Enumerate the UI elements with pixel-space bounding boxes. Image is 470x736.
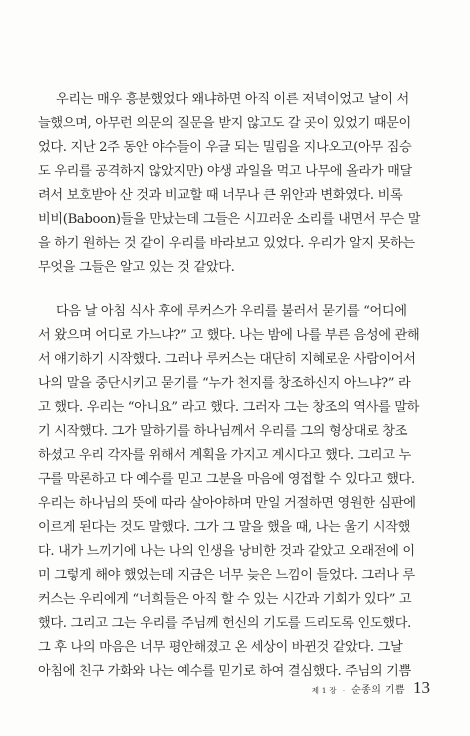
paragraph-line: 다. 내가 느끼기에 나는 나의 인생을 낭비한 것과 같았고 오래전에 이 — [38, 544, 415, 559]
running-footer — [312, 678, 430, 698]
paragraph-2 — [38, 300, 434, 684]
footer-separator: · — [342, 686, 346, 695]
paragraph-line: 우리는 매우 흥분했었다 왜냐하면 아직 이른 저녁이었고 날이 서 — [56, 92, 409, 107]
paragraph-line: 했다. 그리고 그는 우리를 주님께 헌신의 기도를 드리도록 인도했다. — [38, 616, 411, 631]
paragraph-line: 커스는 우리에게 “너희들은 아직 할 수 있는 시간과 기회가 있다” 고 — [38, 592, 412, 607]
paragraph-line: 구를 막론하고 다 예수를 믿고 그분을 마음에 영접할 수 있다고 했다. — [38, 472, 415, 487]
paragraph-line: 하셨고 우리 각자를 위해서 계획을 가지고 계시다고 했다. 그리고 누 — [38, 448, 411, 463]
paragraph-line: 고 했다. 우리는 “아니요” 라고 했다. 그러자 그는 창조의 역사를 말하 — [38, 400, 420, 415]
paragraph-line: 무엇을 그들은 알고 있는 것 같았다. — [38, 260, 235, 275]
paragraph-line: 그 후 나의 마음은 너무 평안해졌고 온 세상이 바뀐것 같았다. 그날 — [38, 640, 403, 655]
paragraph-line: 이르게 된다는 것도 말했다. 그가 그 말을 했을 때, 나는 울기 시작했 — [38, 520, 411, 535]
chapter-title: 순종의 기쁨 — [351, 685, 405, 696]
paragraph-line: 다음 날 아침 식사 후에 루커스가 우리를 불러서 묻기를 “어디에 — [56, 304, 407, 319]
paragraph-line: 우리는 하나님의 뜻에 따라 살아야하며 만일 거절하면 영원한 심판에 — [38, 496, 416, 511]
paragraph-line: 도 우리를 공격하지 않았지만) 야생 과일을 먹고 나무에 올라가 매달 — [38, 164, 412, 179]
paragraph-line: 기 시작했다. 그가 말하기를 하나님께서 우리를 그의 형상대로 창조 — [38, 424, 408, 439]
paragraph-line: 나의 말을 중단시키고 묻기를 “누가 천지를 창조하신지 아느냐?” 라 — [38, 376, 411, 391]
paragraph-line: 서 얘기하기 시작했다. 그러나 루커스는 대단히 지혜로운 사람이어서 — [38, 352, 416, 367]
page-number: 13 — [413, 678, 430, 697]
paragraph-line: 아침에 친구 가화와 나는 예수를 믿기로 하여 결심했다. 주님의 기쁨 — [38, 664, 411, 679]
chapter-label: 제 1 장 — [311, 686, 337, 695]
paragraph-1 — [38, 88, 434, 280]
paragraph-line: 미 그렇게 해야 했었는데 지금은 너무 늦은 느낌이 들었다. 그러나 루 — [38, 568, 415, 583]
paragraph-line: 서 왔으며 어디로 가느냐?” 고 했다. 나는 밤에 나를 부른 음성에 관해 — [38, 328, 420, 343]
paragraph-line: 늘했으며, 아무런 의문의 질문을 받지 않고도 갈 곳이 있었기 때문이 — [38, 116, 411, 131]
paragraph-line: 을 하기 원하는 것 같이 우리를 바라보고 있었다. 우리가 알지 못하는 — [38, 236, 415, 251]
paragraph-line: 려서 보호받아 산 것과 비교할 때 너무나 큰 위안과 변화였다. 비록 — [38, 188, 403, 203]
paragraph-line: 비비(Baboon)들을 만났는데 그들은 시끄러운 소리를 내면서 무슨 말 — [38, 212, 421, 227]
paragraph-line: 었다. 지난 2주 동안 야수들이 우글 되는 밀림을 지나오고(아무 짐승 — [38, 140, 412, 155]
